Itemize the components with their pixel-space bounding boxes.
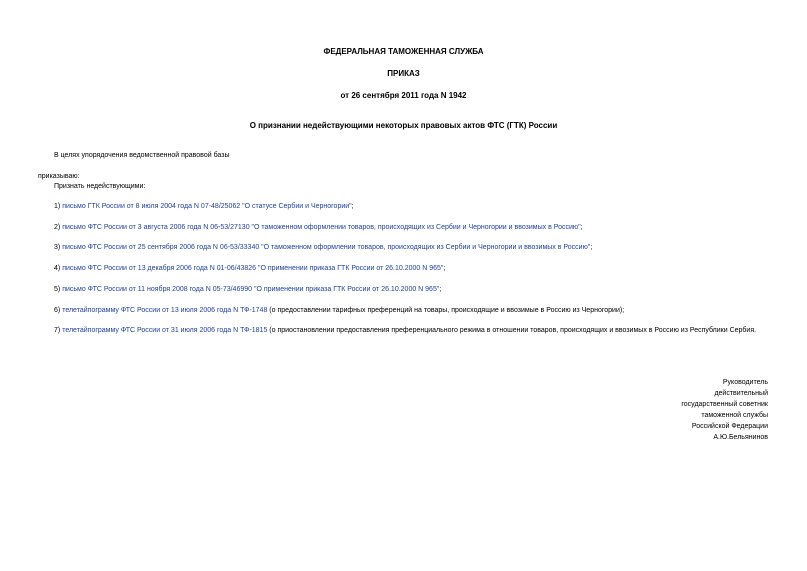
item-number: 2) [54, 224, 61, 231]
signature-line: государственный советник [681, 401, 768, 408]
order-word: приказываю: [38, 173, 80, 180]
signature-line: действительный [714, 390, 768, 397]
signature-line: таможенной службы [701, 412, 768, 419]
item-tail: (о предоставлении тарифных преференций на товары, происходящие и ввозимые в Россию из Черногории); [267, 307, 625, 314]
item-tail: ; [580, 224, 583, 231]
signature-block [560, 377, 768, 443]
signature-line: А.Ю.Бельянинов [713, 434, 768, 441]
list-item [54, 202, 354, 211]
list-item [54, 264, 445, 273]
document-link[interactable]: письмо ГТК России от 8 июля 2004 года N 07-48/25062 "О статусе Сербии и Черногории" [62, 203, 352, 210]
list-item [54, 285, 441, 294]
list-item [38, 325, 768, 336]
list-item [54, 306, 624, 315]
list-item [54, 243, 592, 252]
list-item [54, 223, 583, 232]
document-link[interactable]: телетайпограмму ФТС России от 31 июля 2006 года N ТФ-1815 [62, 327, 268, 334]
document-title: О признании недействующими некоторых правовых актов ФТС (ГТК) России [249, 121, 558, 130]
item-number: 5) [54, 286, 61, 293]
document-link[interactable]: письмо ФТС России от 13 декабря 2006 года N 01-06/43826 "О применении приказа ГТК России от 26.10.2000 N 965" [62, 265, 444, 272]
signature-line: Руководитель [722, 379, 768, 386]
item-number: 4) [54, 265, 61, 272]
agency-name: ФЕДЕРАЛЬНАЯ ТАМОЖЕННАЯ СЛУЖБА [323, 47, 484, 56]
item-number: 1) [54, 203, 61, 210]
item-number: 6) [54, 307, 61, 314]
signature-line: Российской Федерации [691, 423, 768, 430]
item-tail: ; [590, 244, 593, 251]
item-number: 3) [54, 244, 61, 251]
document-link[interactable]: письмо ФТС России от 3 августа 2006 года N 06-53/27130 "О таможенном оформлении товаров, происходящих из Сербии и Черногории и ввозимых в Россию" [62, 224, 581, 231]
document-link[interactable]: письмо ФТС России от 11 ноября 2008 года N 05-73/46990 "О применении приказа ГТК России от 26.10.2000 N 965" [62, 286, 440, 293]
preamble-text: В целях упорядочения ведомственной правовой базы [54, 152, 230, 159]
item-number: 7) [54, 327, 61, 334]
item-tail: ; [439, 286, 442, 293]
document-link[interactable]: телетайпограмму ФТС России от 13 июля 2006 года N ТФ-1748 [62, 307, 268, 314]
item-tail: ; [443, 265, 446, 272]
document-link[interactable]: письмо ФТС России от 25 сентября 2006 года N 06-53/33340 "О таможенном оформлении товаров, происходящих из Сербии и Черногории и ввозимых в Россию" [62, 244, 591, 251]
item-tail: ; [351, 203, 354, 210]
document-date-number: от 26 сентября 2011 года N 1942 [340, 91, 467, 100]
item-tail: (о приостановлении предоставления преференциального режима в отношении товаров, происходящих и ввозимых в Россию из Республики Сербия. [267, 327, 757, 334]
document-type: ПРИКАЗ [387, 69, 420, 78]
recognize-text: Признать недействующими: [54, 183, 146, 190]
